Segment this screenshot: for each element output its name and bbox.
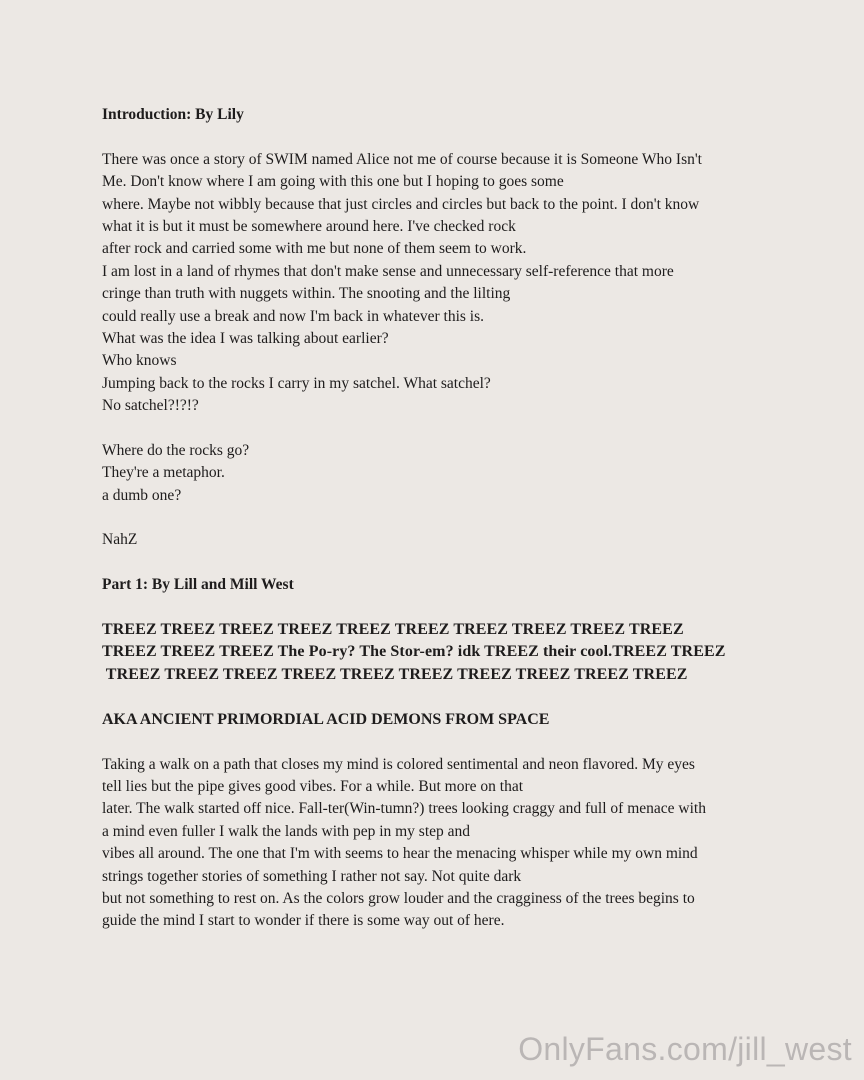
text-line: Where do the rocks go? — [102, 441, 250, 459]
text-line: later. The walk started off nice. Fall-ter(Win-tumn?) trees looking craggy and full of menace with — [102, 800, 706, 818]
intro-signoff: NahZ — [102, 531, 138, 549]
text-line: There was once a story of SWIM named Alice not me of course because it is Someone Who Isn't — [102, 150, 702, 168]
treez-block — [102, 619, 782, 687]
text-line: a mind even fuller I walk the lands with pep in my step and — [102, 822, 471, 840]
text-line: a dumb one? — [102, 486, 182, 504]
aka-heading: AKA ANCIENT PRIMORDIAL ACID DEMONS FROM SPACE — [102, 710, 550, 728]
part1-paragraph — [102, 754, 782, 933]
text-line: Taking a walk on a path that closes my mind is colored sentimental and neon flavored. My eyes — [102, 755, 695, 773]
part1-heading: Part 1: By Lill and Mill West — [102, 576, 294, 594]
text-line: strings together stories of something I rather not say. Not quite dark — [102, 867, 522, 885]
text-line: tell lies but the pipe gives good vibes. For a while. But more on that — [102, 778, 524, 796]
text-line: what it is but it must be somewhere around here. I've checked rock — [102, 217, 516, 235]
text-line: cringe than truth with nuggets within. The snooting and the lilting — [102, 285, 511, 303]
text-line: where. Maybe not wibbly because that just circles and circles but back to the point. I don't know — [102, 195, 700, 213]
text-line: Who knows — [102, 352, 177, 370]
treez-line: TREEZ TREEZ TREEZ TREEZ TREEZ TREEZ TREEZ TREEZ TREEZ TREEZ — [102, 620, 684, 638]
document-page — [102, 104, 782, 933]
text-line: after rock and carried some with me but none of them seem to work. — [102, 240, 527, 258]
treez-line: TREEZ TREEZ TREEZ The Po-ry? The Stor-em? idk TREEZ their cool.TREEZ TREEZ — [102, 643, 726, 661]
intro-paragraph-2 — [102, 440, 782, 507]
text-line: guide the mind I start to wonder if there is some way out of here. — [102, 912, 505, 930]
text-line: Jumping back to the rocks I carry in my satchel. What satchel? — [102, 374, 491, 392]
text-line: No satchel?!?!? — [102, 397, 199, 415]
text-line: vibes all around. The one that I'm with seems to hear the menacing whisper while my own mind — [102, 845, 698, 863]
text-line: but not something to rest on. As the colors grow louder and the cragginess of the trees begins to — [102, 890, 695, 907]
text-line: What was the idea I was talking about earlier? — [102, 329, 389, 347]
intro-paragraph-1 — [102, 149, 782, 418]
text-line: could really use a break and now I'm back in whatever this is. — [102, 307, 484, 325]
intro-heading: Introduction: By Lily — [102, 106, 244, 123]
text-line: I am lost in a land of rhymes that don't make sense and unnecessary self-reference that more — [102, 262, 674, 280]
watermark: OnlyFans.com/jill_west — [518, 1031, 852, 1067]
text-line: They're a metaphor. — [102, 464, 225, 482]
treez-line: TREEZ TREEZ TREEZ TREEZ TREEZ TREEZ TREEZ TREEZ TREEZ TREEZ — [102, 665, 688, 683]
text-line: Me. Don't know where I am going with this one but I hoping to goes some — [102, 173, 564, 191]
